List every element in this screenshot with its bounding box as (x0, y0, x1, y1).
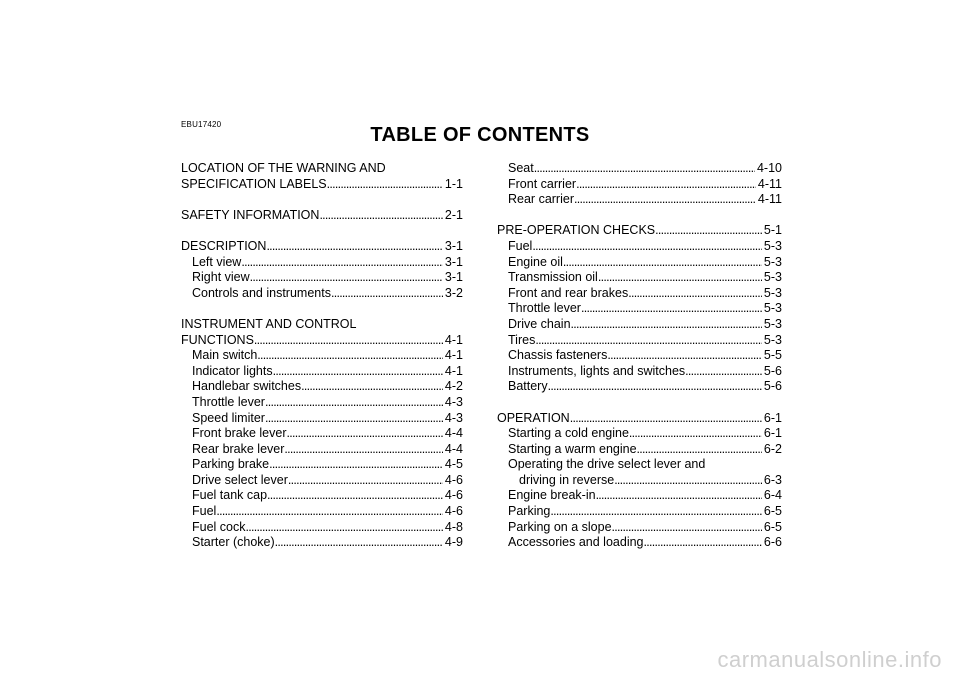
toc-subsection-entry[interactable] (181, 442, 463, 458)
toc-spacer (497, 395, 782, 411)
toc-page-number: 3-1 (444, 254, 463, 269)
toc-subsection-entry[interactable] (181, 395, 463, 411)
toc-leader-dots (607, 348, 762, 364)
toc-leader-dots (275, 535, 443, 551)
toc-subsection-entry[interactable] (497, 239, 782, 255)
toc-page-number: 4-3 (444, 394, 463, 409)
toc-page-number: 4-1 (444, 332, 463, 347)
toc-leader-dots (327, 177, 443, 193)
toc-page-number: 6-5 (763, 504, 782, 519)
toc-entry-title: SAFETY INFORMATION (181, 207, 320, 222)
toc-entry-title: Front brake lever (192, 426, 287, 441)
toc-page-number: 3-1 (444, 238, 463, 253)
toc-section-entry (181, 161, 463, 177)
toc-leader-dots (629, 426, 762, 442)
toc-subsection-entry[interactable] (497, 161, 782, 177)
toc-subsection-entry[interactable] (497, 333, 782, 349)
toc-subsection-entry (497, 457, 782, 473)
toc-leader-dots (241, 255, 443, 271)
toc-subsection-entry[interactable] (497, 520, 782, 536)
toc-entry-title: DESCRIPTION (181, 238, 267, 253)
toc-entry-title: Left view (192, 254, 242, 269)
toc-entry-title: Starting a warm engine (508, 441, 637, 456)
toc-page-number: 4-8 (444, 519, 463, 534)
toc-leader-dots (269, 457, 443, 473)
toc-entry-title: Tires (508, 332, 536, 347)
toc-entry-title: Accessories and loading (508, 535, 644, 550)
toc-entry-title: Fuel (192, 504, 217, 519)
toc-entry-title: Front carrier (508, 176, 577, 191)
toc-leader-dots (267, 488, 443, 504)
toc-left-column (181, 161, 463, 551)
toc-leader-dots (273, 364, 443, 380)
toc-leader-dots (284, 442, 443, 458)
toc-leader-dots (548, 379, 762, 395)
toc-subsection-entry[interactable] (181, 457, 463, 473)
toc-page-number: 6-6 (763, 535, 782, 550)
toc-page-number: 6-5 (763, 519, 782, 534)
toc-subsection-entry[interactable] (497, 348, 782, 364)
toc-page-number: 5-1 (763, 223, 782, 238)
toc-subsection-entry[interactable] (181, 520, 463, 536)
toc-subsection-entry[interactable] (497, 301, 782, 317)
toc-subsection-entry[interactable] (497, 535, 782, 551)
toc-subsection-entry[interactable] (497, 286, 782, 302)
toc-subsection-entry[interactable] (181, 255, 463, 271)
toc-page-number: 5-6 (763, 363, 782, 378)
toc-leader-dots (644, 535, 762, 551)
toc-page-number: 4-1 (444, 363, 463, 378)
toc-subsection-entry[interactable] (181, 270, 463, 286)
toc-section-entry[interactable] (497, 411, 782, 427)
toc-page-number: 5-3 (763, 301, 782, 316)
toc-leader-dots (612, 520, 762, 536)
toc-leader-dots (532, 239, 762, 255)
toc-page-number: 4-6 (444, 504, 463, 519)
toc-entry-title: Front and rear brakes (508, 285, 629, 300)
toc-subsection-entry[interactable] (497, 488, 782, 504)
toc-page-number: 2-1 (444, 207, 463, 222)
toc-entry-title: Starter (choke) (192, 535, 275, 550)
toc-section-entry[interactable] (497, 223, 782, 239)
toc-entry-title: Parking on a slope (508, 519, 612, 534)
toc-page-number: 6-1 (763, 410, 782, 425)
toc-subsection-entry[interactable] (497, 442, 782, 458)
toc-entry-title: Fuel tank cap (192, 488, 268, 503)
toc-leader-dots (534, 161, 755, 177)
toc-page-number: 4-6 (444, 488, 463, 503)
toc-entry-title: Fuel cock (192, 519, 246, 534)
toc-subsection-entry[interactable] (497, 270, 782, 286)
toc-entry-title: PRE-OPERATION CHECKS (497, 223, 656, 238)
toc-leader-dots (250, 270, 443, 286)
toc-entry-title: OPERATION (497, 410, 570, 425)
toc-subsection-entry[interactable] (181, 411, 463, 427)
toc-page-number: 6-4 (763, 488, 782, 503)
toc-spacer (181, 301, 463, 317)
toc-leader-dots (571, 317, 762, 333)
toc-leader-dots (598, 270, 762, 286)
toc-subsection-entry[interactable] (497, 504, 782, 520)
toc-entry-title: Drive select lever (192, 472, 288, 487)
toc-leader-dots (246, 520, 443, 536)
toc-section-entry[interactable] (181, 333, 463, 349)
toc-entry-title: Engine oil (508, 254, 563, 269)
toc-page-number: 6-2 (763, 441, 782, 456)
toc-entry-title: Operating the drive select lever and (508, 457, 706, 472)
toc-leader-dots (576, 177, 756, 193)
toc-section-entry[interactable] (181, 177, 463, 193)
watermark: carmanualsonline.info (717, 647, 942, 672)
toc-page-number: 4-11 (757, 176, 782, 191)
toc-page-number: 4-5 (444, 457, 463, 472)
toc-spacer (181, 192, 463, 208)
toc-leader-dots (254, 333, 443, 349)
toc-leader-dots (596, 488, 762, 504)
toc-subsection-entry[interactable] (497, 317, 782, 333)
toc-entry-title: Chassis fasteners (508, 348, 608, 363)
toc-page-number: 4-3 (444, 410, 463, 425)
toc-section-entry[interactable] (181, 208, 463, 224)
toc-section-entry (181, 317, 463, 333)
toc-page-number: 4-4 (444, 426, 463, 441)
toc-leader-dots (257, 348, 443, 364)
toc-leader-dots (685, 364, 762, 380)
toc-page-number: 5-3 (763, 254, 782, 269)
toc-subsection-entry[interactable] (497, 426, 782, 442)
toc-page-number: 5-3 (763, 316, 782, 331)
toc-subsection-entry[interactable] (181, 348, 463, 364)
toc-entry-title: Fuel (508, 238, 533, 253)
toc-leader-dots (614, 473, 762, 489)
toc-page-number: 4-2 (444, 379, 463, 394)
toc-page-number: 6-3 (763, 472, 782, 487)
toc-leader-dots (581, 301, 762, 317)
toc-subsection-entry[interactable] (497, 364, 782, 380)
toc-entry-title: FUNCTIONS (181, 332, 254, 347)
toc-page-number: 5-5 (763, 348, 782, 363)
toc-entry-title: Rear carrier (508, 192, 574, 207)
toc-entry-title: Parking brake (192, 457, 270, 472)
document-code: EBU17420 (181, 120, 222, 129)
toc-leader-dots (655, 223, 762, 239)
toc-leader-dots (628, 286, 762, 302)
toc-entry-title: Transmission oil (508, 270, 598, 285)
toc-page-number: 5-3 (763, 238, 782, 253)
toc-page-number: 4-9 (444, 535, 463, 550)
toc-page-number: 3-2 (444, 285, 463, 300)
toc-entry-title: Main switch (192, 348, 258, 363)
toc-entry-title: Right view (192, 270, 250, 285)
toc-entry-title: Throttle lever (192, 394, 265, 409)
toc-subsection-entry[interactable] (497, 473, 782, 489)
toc-entry-title: driving in reverse (519, 472, 615, 487)
toc-entry-title: Rear brake lever (192, 441, 285, 456)
toc-spacer (497, 208, 782, 224)
toc-page-number: 5-3 (763, 270, 782, 285)
toc-subsection-entry[interactable] (181, 379, 463, 395)
toc-page-number: 3-1 (444, 270, 463, 285)
toc-subsection-entry[interactable] (181, 488, 463, 504)
toc-subsection-entry[interactable] (181, 504, 463, 520)
toc-leader-dots (286, 426, 442, 442)
toc-page-number: 1-1 (444, 176, 463, 191)
toc-leader-dots (637, 442, 762, 458)
toc-leader-dots (535, 333, 762, 349)
toc-subsection-entry[interactable] (497, 379, 782, 395)
toc-entry-title: INSTRUMENT AND CONTROL (181, 316, 357, 331)
toc-leader-dots (288, 473, 443, 489)
toc-subsection-entry[interactable] (181, 473, 463, 489)
toc-leader-dots (301, 379, 443, 395)
toc-entry-title: Battery (508, 379, 548, 394)
toc-entry-title: Engine break-in (508, 488, 596, 503)
toc-leader-dots (563, 255, 762, 271)
toc-entry-title: Handlebar switches (192, 379, 302, 394)
toc-entry-title: SPECIFICATION LABELS (181, 176, 327, 191)
toc-spacer (181, 223, 463, 239)
page-title: TABLE OF CONTENTS (370, 124, 590, 146)
toc-entry-title: Drive chain (508, 316, 571, 331)
toc-entry-title: Parking (508, 504, 551, 519)
toc-right-column (497, 161, 782, 551)
toc-page-number: 6-1 (763, 426, 782, 441)
toc-subsection-entry[interactable] (181, 286, 463, 302)
toc-subsection-entry[interactable] (497, 192, 782, 208)
toc-entry-title: Throttle lever (508, 301, 581, 316)
toc-leader-dots (570, 411, 762, 427)
toc-entry-title: LOCATION OF THE WARNING AND (181, 161, 386, 175)
toc-entry-title: Controls and instruments (192, 285, 331, 300)
toc-subsection-entry[interactable] (497, 177, 782, 193)
toc-subsection-entry[interactable] (181, 426, 463, 442)
toc-leader-dots (319, 208, 442, 224)
toc-subsection-entry[interactable] (497, 255, 782, 271)
toc-entry-title: Speed limiter (192, 410, 265, 425)
toc-leader-dots (550, 504, 762, 520)
toc-section-entry[interactable] (181, 239, 463, 255)
toc-page-number: 5-3 (763, 285, 782, 300)
toc-leader-dots (265, 395, 443, 411)
toc-page-number: 4-6 (444, 472, 463, 487)
toc-leader-dots (216, 504, 443, 520)
toc-leader-dots (331, 286, 443, 302)
toc-leader-dots (266, 239, 442, 255)
toc-entry-title: Seat (508, 161, 534, 175)
toc-entry-title: Instruments, lights and switches (508, 363, 686, 378)
toc-page-number: 5-3 (763, 332, 782, 347)
toc-leader-dots (574, 192, 756, 208)
toc-entry-title: Starting a cold engine (508, 426, 629, 441)
toc-page-number: 5-6 (763, 379, 782, 394)
toc-entry-title: Indicator lights (192, 363, 273, 378)
toc-page-number: 4-1 (444, 348, 463, 363)
toc-page-number: 4-4 (444, 441, 463, 456)
toc-subsection-entry[interactable] (181, 535, 463, 551)
toc-page-number: 4-10 (756, 161, 782, 175)
toc-leader-dots (265, 411, 443, 427)
toc-subsection-entry[interactable] (181, 364, 463, 380)
toc-page-number: 4-11 (757, 192, 782, 207)
